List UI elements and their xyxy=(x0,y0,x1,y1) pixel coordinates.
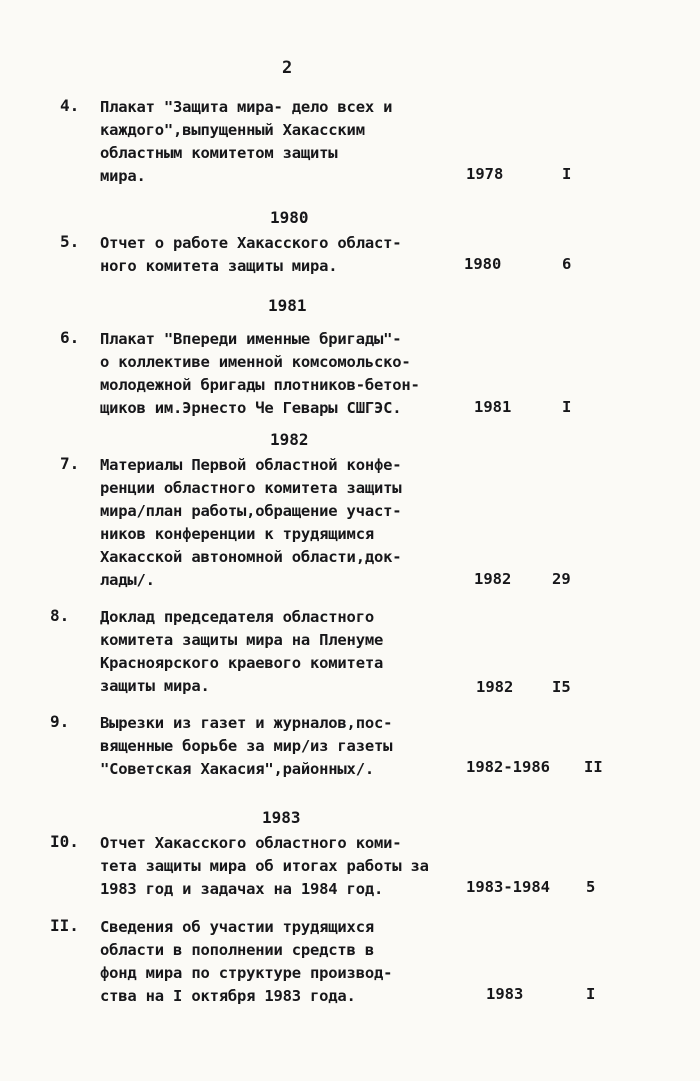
year-header-1981: 1981 xyxy=(268,296,307,315)
entry-text xyxy=(100,454,460,592)
entry-line: защиты мира. xyxy=(100,677,210,695)
entry-line: тета защиты мира об итогах работы за xyxy=(100,857,429,875)
entry-date: 1982 xyxy=(476,678,514,696)
entry-text xyxy=(100,232,460,278)
entry-sheets: I5 xyxy=(552,678,571,696)
entry-line: Красноярского краевого комитета xyxy=(100,654,384,672)
entry-line: ства на I октября 1983 года. xyxy=(100,987,356,1005)
entry-number: 9. xyxy=(50,712,70,731)
entry-line: мира/план работы,обращение участ- xyxy=(100,502,402,520)
entry-sheets: I xyxy=(586,985,596,1003)
entry-number: I0. xyxy=(50,832,79,851)
entry-number: II. xyxy=(50,916,79,935)
entry-text xyxy=(100,96,460,188)
entry-date: 1983-1984 xyxy=(466,878,550,896)
entry-line: Плакат "Защита мира- дело всех и xyxy=(100,98,393,116)
entry-line: молодежной бригады плотников-бетон- xyxy=(100,376,420,394)
entry-line: лады/. xyxy=(100,571,155,589)
entry-sheets: 6 xyxy=(562,255,572,273)
entry-number: 7. xyxy=(60,454,80,473)
entry-line: вященные борьбе за мир/из газеты xyxy=(100,737,393,755)
entry-number: 6. xyxy=(60,328,80,347)
entry-sheets: 5 xyxy=(586,878,596,896)
entry-number: 4. xyxy=(60,96,80,115)
entry-sheets: I xyxy=(562,165,572,183)
entry-number: 5. xyxy=(60,232,80,251)
entry-line: комитета защиты мира на Пленуме xyxy=(100,631,384,649)
entry-line: Материалы Первой областной конфе- xyxy=(100,456,402,474)
entry-text xyxy=(100,328,460,420)
year-header-1983: 1983 xyxy=(262,808,301,827)
entry-line: 1983 год и задачах на 1984 год. xyxy=(100,880,384,898)
entry-line: Плакат "Впереди именные бригады"- xyxy=(100,330,402,348)
entry-line: Отчет о работе Хакасского област- xyxy=(100,234,402,252)
entry-line: о коллективе именной комсомольско- xyxy=(100,353,411,371)
entry-line: ного комитета защиты мира. xyxy=(100,257,338,275)
entry-line: фонд мира по структуре производ- xyxy=(100,964,393,982)
entry-line: Сведения об участии трудящихся xyxy=(100,918,374,936)
entry-number: 8. xyxy=(50,606,70,625)
entry-line: щиков им.Эрнесто Че Гевары СШГЭС. xyxy=(100,399,402,417)
entry-sheets: 29 xyxy=(552,570,571,588)
entry-line: Вырезки из газет и журналов,пос- xyxy=(100,714,393,732)
entry-text xyxy=(100,712,460,781)
entry-line: ренции областного комитета защиты xyxy=(100,479,402,497)
entry-text xyxy=(100,832,460,901)
year-header-1982: 1982 xyxy=(270,430,309,449)
entry-text xyxy=(100,606,460,698)
entry-line: ников конференции к трудящимся xyxy=(100,525,374,543)
entry-line: "Советская Хакасия",районных/. xyxy=(100,760,374,778)
page-number: 2 xyxy=(282,58,293,78)
entry-date: 1978 xyxy=(466,165,504,183)
entry-line: области в пополнении средств в xyxy=(100,941,374,959)
entry-sheets: I xyxy=(562,398,572,416)
entry-date: 1981 xyxy=(474,398,512,416)
year-header-1980: 1980 xyxy=(270,208,309,227)
entry-text xyxy=(100,916,460,1008)
entry-date: 1980 xyxy=(464,255,502,273)
entry-date: 1983 xyxy=(486,985,524,1003)
entry-line: Отчет Хакасского областного коми- xyxy=(100,834,402,852)
entry-line: Хакасской автономной области,док- xyxy=(100,548,402,566)
entry-date: 1982 xyxy=(474,570,512,588)
entry-date: 1982-1986 xyxy=(466,758,550,776)
entry-line: каждого",выпущенный Хакасским xyxy=(100,121,365,139)
entry-line: областным комитетом защиты xyxy=(100,144,338,162)
entry-line: Доклад председателя областного xyxy=(100,608,374,626)
entry-sheets: II xyxy=(584,758,603,776)
entry-line: мира. xyxy=(100,167,146,185)
